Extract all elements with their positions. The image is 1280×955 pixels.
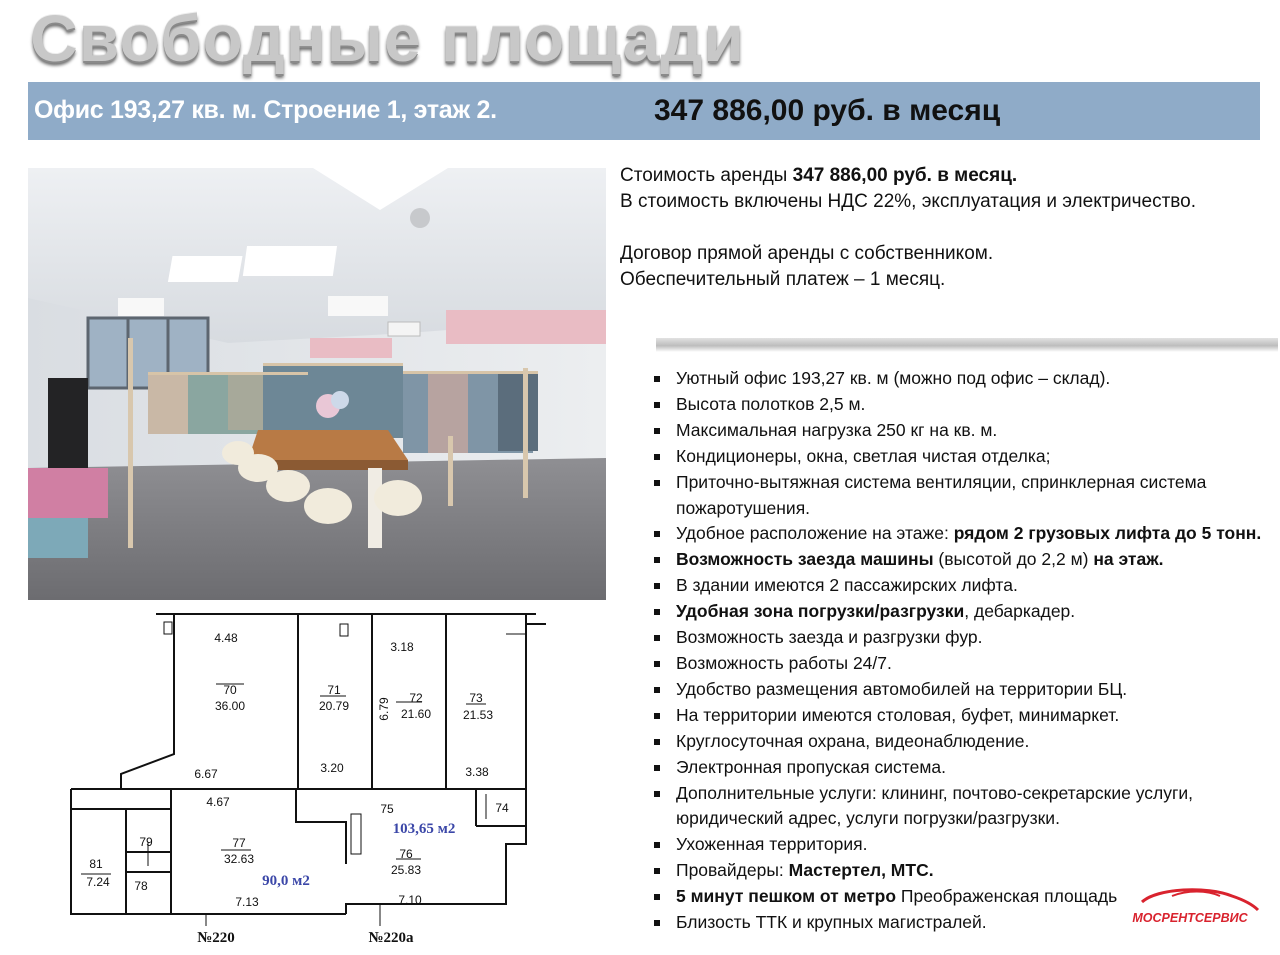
feature-item: Круглосуточная охрана, видеонаблюдение. xyxy=(650,729,1280,755)
feature-item: Приточно-вытяжная система вентиляции, спринклерная система пожаротушения. xyxy=(650,470,1280,522)
room-area: 20.79 xyxy=(318,699,350,713)
room-area: 32.63 xyxy=(223,852,255,866)
zone-area-right: 103,65 м2 xyxy=(392,821,456,837)
entrance-label-right: №220а xyxy=(368,930,414,946)
dim-label: 3.18 xyxy=(390,640,414,654)
room-number: 76 xyxy=(399,847,413,861)
room-number: 70 xyxy=(223,683,237,697)
offer-banner xyxy=(28,82,1260,140)
room-number: 81 xyxy=(89,857,103,871)
feature-item: 5 минут пешком от метро Преображенская площадь xyxy=(650,884,1280,910)
room-area: 25.83 xyxy=(390,863,422,877)
dim-label: 6.79 xyxy=(377,697,391,721)
rent-cost-line: Стоимость аренды 347 886,00 руб. в месяц. xyxy=(620,165,1018,186)
company-logo xyxy=(1112,884,1268,936)
dim-label: 3.20 xyxy=(320,761,344,775)
feature-item: Максимальная нагрузка 250 кг на кв. м. xyxy=(650,418,1280,444)
office-description: Офис 193,27 кв. м. Строение 1, этаж 2. xyxy=(34,96,497,124)
dim-label: 4.67 xyxy=(206,795,230,809)
feature-item: Возможность работы 24/7. xyxy=(650,651,1280,677)
room-number: 74 xyxy=(495,801,509,815)
room-area: 36.00 xyxy=(214,699,246,713)
page-title: Свободные площади xyxy=(30,1,745,75)
deposit-line: Обеспечительный платеж – 1 месяц. xyxy=(620,269,946,290)
room-number: 72 xyxy=(409,691,423,705)
room-number: 75 xyxy=(380,802,394,816)
room-number: 73 xyxy=(469,691,483,705)
floor-plan xyxy=(66,604,546,950)
feature-item: В здании имеются 2 пассажирских лифта. xyxy=(650,573,1280,599)
section-divider xyxy=(656,338,1278,352)
feature-item: Высота полотков 2,5 м. xyxy=(650,392,1280,418)
feature-item: Уютный офис 193,27 кв. м (можно под офис – склад). xyxy=(650,366,1280,392)
zone-area-left: 90,0 м2 xyxy=(262,873,310,889)
dim-label: 6.67 xyxy=(194,767,218,781)
feature-item: Удобная зона погрузки/разгрузки, дебаркадер. xyxy=(650,599,1280,625)
feature-item: Кондиционеры, окна, светлая чистая отделка; xyxy=(650,444,1280,470)
room-number: 71 xyxy=(327,683,341,697)
room-area: 7.24 xyxy=(86,875,110,889)
entrance-label-left: №220 xyxy=(197,930,235,946)
logo-text: МОСРЕНТСЕРВИС xyxy=(1132,911,1248,925)
feature-item: Дополнительные услуги: клининг, почтово-секретарские услуги, юридический адрес, услуги погрузки/разгрузки. xyxy=(650,781,1280,833)
feature-item: Возможность заезда и разгрузки фур. xyxy=(650,625,1280,651)
monthly-price: 347 886,00 руб. в месяц xyxy=(654,94,1001,127)
rent-terms xyxy=(620,163,1196,293)
room-number: 78 xyxy=(134,879,148,893)
features-list xyxy=(650,366,1280,936)
feature-item: Провайдеры: Мастертел, МТС. xyxy=(650,858,1280,884)
feature-item: Возможность заезда машины (высотой до 2,2 м) на этаж. xyxy=(650,547,1280,573)
feature-item: Удобство размещения автомобилей на территории БЦ. xyxy=(650,677,1280,703)
dim-label: 7.10 xyxy=(398,893,422,907)
feature-item: Ухоженная территория. xyxy=(650,832,1280,858)
feature-item: Удобное расположение на этаже: рядом 2 грузовых лифта до 5 тонн. xyxy=(650,521,1280,547)
feature-item: На территории имеются столовая, буфет, минимаркет. xyxy=(650,703,1280,729)
room-number: 79 xyxy=(139,835,153,849)
contract-line: Договор прямой аренды с собственником. xyxy=(620,243,994,264)
dim-label: 4.48 xyxy=(214,631,238,645)
room-area: 21.60 xyxy=(400,707,432,721)
feature-item: Электронная пропуская система. xyxy=(650,755,1280,781)
included-costs-line: В стоимость включены НДС 22%, эксплуатация и электричество. xyxy=(620,191,1197,212)
room-number: 77 xyxy=(232,836,246,850)
dim-label: 3.38 xyxy=(465,765,489,779)
feature-item: Близость ТТК и крупных магистралей. xyxy=(650,910,1280,936)
office-photo xyxy=(28,168,606,600)
room-area: 21.53 xyxy=(462,708,494,722)
dim-label: 7.13 xyxy=(235,895,259,909)
